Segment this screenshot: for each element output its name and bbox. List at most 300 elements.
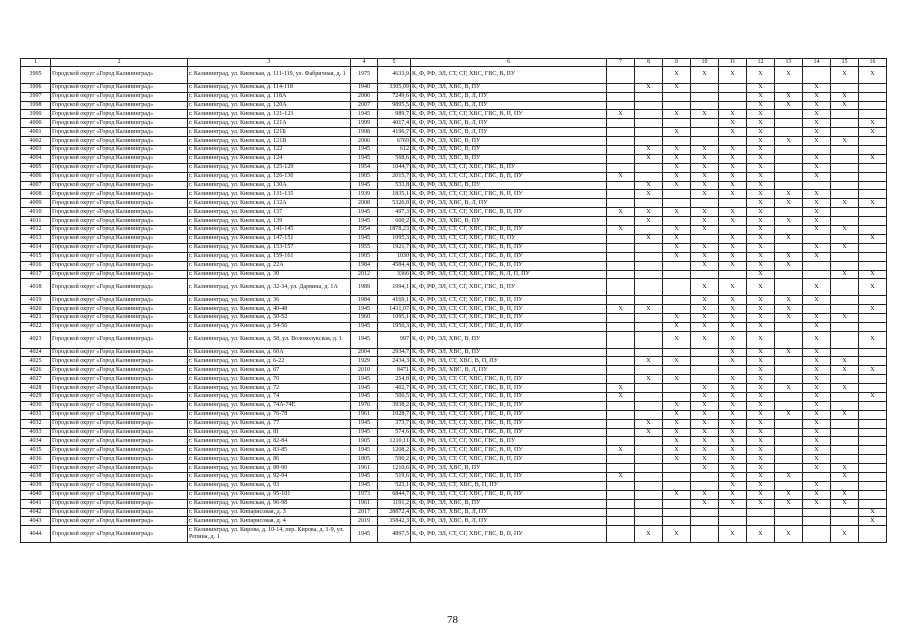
row-number-cell: 4036 [21, 455, 51, 464]
mark-cell: X [719, 331, 747, 348]
mark-cell [775, 428, 803, 437]
table-row [21, 181, 887, 190]
mark-cell: X [607, 384, 635, 393]
mark-cell [607, 410, 635, 419]
mark-cell: X [719, 437, 747, 446]
mark-cell [663, 217, 691, 226]
row-number-cell: 4009 [21, 199, 51, 208]
row-number-cell: 3998 [21, 101, 51, 110]
mark-cell: X [747, 208, 775, 217]
municipality-cell: Городской округ «Город Калининград» [51, 119, 188, 128]
area-cell: 402,7 [378, 384, 411, 393]
mark-cell [691, 199, 719, 208]
mark-cell: X [719, 313, 747, 322]
work-types-cell: К, Ф, РФ, ЭЛ, ХВС, В, Л, ПУ [411, 119, 607, 128]
mark-cell [663, 473, 691, 482]
mark-cell [635, 366, 663, 375]
mark-cell [607, 490, 635, 499]
mark-cell [691, 375, 719, 384]
mark-cell [691, 473, 719, 482]
municipality-cell: Городской округ «Город Калининград» [51, 313, 188, 322]
work-types-cell: К, Ф, РФ, ЭЛ, СТ, СГ, ХВС, ГВС, В, Л, П, ПУ [411, 270, 607, 279]
mark-cell [663, 190, 691, 199]
mark-cell [859, 481, 887, 490]
mark-cell: X [691, 252, 719, 261]
mark-cell: X [775, 261, 803, 270]
column-number-cell: 11 [719, 59, 747, 67]
row-number-cell: 4033 [21, 428, 51, 437]
mark-cell: X [803, 252, 831, 261]
mark-cell: X [859, 331, 887, 348]
municipality-cell: Городской округ «Город Калининград» [51, 322, 188, 331]
area-cell: 2934,7 [378, 348, 411, 357]
area-cell: 3366 [378, 270, 411, 279]
mark-cell [607, 199, 635, 208]
mark-cell [719, 83, 747, 92]
mark-cell: X [775, 526, 803, 543]
table-row [21, 261, 887, 270]
area-cell: 35842,3 [378, 517, 411, 526]
year-cell: 1975 [351, 67, 378, 84]
mark-cell: X [607, 305, 635, 314]
table-body [21, 59, 887, 543]
mark-cell [859, 83, 887, 92]
row-number-cell: 4022 [21, 322, 51, 331]
row-number-cell: 4020 [21, 305, 51, 314]
address-cell: г. Калининград, ул. Киевская, д. 137 [188, 208, 351, 217]
mark-cell [663, 517, 691, 526]
address-cell: г. Калининград, ул. Киевская, д. 141-145 [188, 226, 351, 235]
mark-cell: X [719, 154, 747, 163]
mark-cell [831, 401, 859, 410]
municipality-cell: Городской округ «Город Калининград» [51, 296, 188, 305]
row-number-cell: 4023 [21, 331, 51, 348]
row-number-cell: 4006 [21, 172, 51, 181]
work-types-cell: К, Ф, РФ, ЭЛ, ХВС, В, Л, ПУ [411, 92, 607, 101]
mark-cell [747, 517, 775, 526]
table-row [21, 137, 887, 146]
row-number-cell: 4041 [21, 499, 51, 508]
mark-cell [607, 92, 635, 101]
row-number-cell: 4032 [21, 419, 51, 428]
address-cell: г. Калининград, ул. Киевская, д. 124 [188, 154, 351, 163]
table-row [21, 208, 887, 217]
mark-cell [831, 234, 859, 243]
mark-cell: X [663, 128, 691, 137]
municipality-cell: Городской округ «Город Калининград» [51, 261, 188, 270]
year-cell: 1961 [351, 410, 378, 419]
mark-cell: X [747, 481, 775, 490]
year-cell: 1945 [351, 375, 378, 384]
mark-cell: X [747, 305, 775, 314]
mark-cell [635, 137, 663, 146]
mark-cell: X [747, 172, 775, 181]
mark-cell: X [747, 464, 775, 473]
municipality-cell: Городской округ «Город Калининград» [51, 464, 188, 473]
mark-cell [775, 110, 803, 119]
mark-cell [803, 261, 831, 270]
year-cell: 1945 [351, 331, 378, 348]
mark-cell: X [691, 279, 719, 296]
mark-cell: X [747, 119, 775, 128]
row-number-cell: 4013 [21, 234, 51, 243]
mark-cell: X [775, 101, 803, 110]
municipality-cell: Городской округ «Город Калининград» [51, 305, 188, 314]
mark-cell [719, 270, 747, 279]
mark-cell: X [691, 499, 719, 508]
mark-cell [663, 348, 691, 357]
mark-cell: X [859, 393, 887, 402]
mark-cell: X [831, 499, 859, 508]
mark-cell: X [663, 110, 691, 119]
mark-cell [859, 428, 887, 437]
address-cell: г. Калининград, ул. Киевская, д. 93 [188, 481, 351, 490]
mark-cell: X [775, 199, 803, 208]
table-row [21, 517, 887, 526]
address-cell: г. Калининград, ул. Киевская, д. 22А [188, 261, 351, 270]
mark-cell: X [831, 490, 859, 499]
work-types-cell: К, Ф, РФ, ЭЛ, СТ, СГ, ХВС, ГВС, В, П, ПУ [411, 490, 607, 499]
year-cell: 1945 [351, 526, 378, 543]
mark-cell: X [747, 146, 775, 155]
work-types-cell: К, Ф, РФ, ЭЛ, ХВС, В, Л, ПУ [411, 101, 607, 110]
work-types-cell: К, Ф, РФ, ЭЛ, СТ, СГ, ХВС, ГВС, В, П, ПУ [411, 172, 607, 181]
mark-cell: X [747, 243, 775, 252]
mark-cell: X [747, 348, 775, 357]
municipality-cell: Городской округ «Город Калининград» [51, 128, 188, 137]
year-cell: 1961 [351, 499, 378, 508]
mark-cell [775, 464, 803, 473]
municipality-cell: Городской округ «Город Калининград» [51, 446, 188, 455]
mark-cell: X [803, 154, 831, 163]
mark-cell: X [775, 92, 803, 101]
municipality-cell: Городской округ «Город Калининград» [51, 526, 188, 543]
area-cell: 1208,2 [378, 446, 411, 455]
mark-cell [831, 305, 859, 314]
mark-cell: X [831, 464, 859, 473]
mark-cell: X [803, 199, 831, 208]
table-row [21, 190, 887, 199]
mark-cell [663, 279, 691, 296]
mark-cell [775, 481, 803, 490]
address-cell: г. Калининград, ул. Киевская, д. 74 [188, 393, 351, 402]
mark-cell [663, 508, 691, 517]
mark-cell: X [747, 163, 775, 172]
mark-cell [831, 208, 859, 217]
row-number-cell: 4031 [21, 410, 51, 419]
mark-cell: X [803, 490, 831, 499]
mark-cell: X [803, 481, 831, 490]
mark-cell: X [719, 190, 747, 199]
mark-cell: X [747, 499, 775, 508]
mark-cell [719, 508, 747, 517]
mark-cell [859, 137, 887, 146]
mark-cell: X [747, 226, 775, 235]
year-cell: 2007 [351, 101, 378, 110]
mark-cell: X [607, 172, 635, 181]
work-types-cell: К, Ф, РФ, ЭЛ, СТ, СГ, ХВС, ГВС, В, ПУ [411, 437, 607, 446]
table-row [21, 110, 887, 119]
address-cell: г. Калининград, ул. Кирова, д. 10-14, пер. Кирова, д. 1-9, ул. Репина, д. 1 [188, 526, 351, 543]
mark-cell: X [775, 137, 803, 146]
mark-cell: X [803, 393, 831, 402]
mark-cell: X [803, 226, 831, 235]
mark-cell: X [691, 393, 719, 402]
address-cell: г. Калининград, ул. Киевская, д. 30 [188, 270, 351, 279]
work-types-cell: К, Ф, РФ, ЭЛ, СТ, СГ, ХВС, ГВС, В, П, ПУ [411, 401, 607, 410]
row-number-cell: 4027 [21, 375, 51, 384]
mark-cell [775, 375, 803, 384]
column-number-cell: 12 [747, 59, 775, 67]
year-cell: 2006 [351, 92, 378, 101]
mark-cell: X [719, 499, 747, 508]
area-cell: 4169,1 [378, 296, 411, 305]
mark-cell: X [803, 163, 831, 172]
mark-cell: X [663, 419, 691, 428]
table-row [21, 217, 887, 226]
mark-cell: X [803, 437, 831, 446]
mark-cell [635, 401, 663, 410]
work-types-cell: К, Ф, РФ, ЭЛ, СТ, СГ, ХВС, ГВС, В, П, ПУ [411, 446, 607, 455]
mark-cell: X [663, 313, 691, 322]
area-cell: 1028,7 [378, 410, 411, 419]
year-cell: 2006 [351, 137, 378, 146]
address-cell: г. Калининград, ул. Киевская, д. 54-56 [188, 322, 351, 331]
mark-cell [663, 305, 691, 314]
mark-cell [859, 526, 887, 543]
year-cell: 1973 [351, 490, 378, 499]
mark-cell [859, 172, 887, 181]
mark-cell [831, 279, 859, 296]
mark-cell [635, 199, 663, 208]
table-row [21, 146, 887, 155]
address-cell: г. Калининград, ул. Киевская, д. 122 [188, 146, 351, 155]
mark-cell: X [803, 296, 831, 305]
row-number-cell: 4007 [21, 181, 51, 190]
mark-cell: X [803, 366, 831, 375]
work-types-cell: К, Ф, РФ, ЭЛ, ХВС, В, ПУ [411, 181, 607, 190]
work-types-cell: К, Ф, РФ, ЭЛ, СТ, СГ, ХВС, ГВС, В, ПУ [411, 67, 607, 84]
mark-cell [663, 119, 691, 128]
work-types-cell: К, Ф, РФ, ЭЛ, ХВС, В, Л, ПУ [411, 517, 607, 526]
mark-cell: X [831, 101, 859, 110]
work-types-cell: К, Ф, РФ, ЭЛ, ХВС, В, ПУ [411, 348, 607, 357]
mark-cell: X [775, 252, 803, 261]
mark-cell: X [663, 331, 691, 348]
mark-cell [719, 226, 747, 235]
mark-cell: X [803, 101, 831, 110]
mark-cell: X [831, 67, 859, 84]
year-cell: 2004 [351, 348, 378, 357]
mark-cell [607, 419, 635, 428]
mark-cell: X [635, 234, 663, 243]
mark-cell: X [859, 270, 887, 279]
mark-cell [691, 348, 719, 357]
mark-cell [859, 455, 887, 464]
mark-cell: X [719, 490, 747, 499]
mark-cell: X [747, 393, 775, 402]
mark-cell: X [663, 163, 691, 172]
mark-cell: X [663, 154, 691, 163]
year-cell: 1945 [351, 393, 378, 402]
address-cell: г. Калининград, ул. Киевская, д. 114-118 [188, 83, 351, 92]
table-row [21, 226, 887, 235]
year-cell: 1955 [351, 243, 378, 252]
row-number-cell: 4011 [21, 217, 51, 226]
area-cell: 9895,5 [378, 101, 411, 110]
year-cell: 1929 [351, 357, 378, 366]
mark-cell: X [831, 357, 859, 366]
address-cell: г. Калининград, ул. Киевская, д. 95-101 [188, 490, 351, 499]
area-cell: 6844,7 [378, 490, 411, 499]
mark-cell: X [775, 217, 803, 226]
mark-cell [831, 110, 859, 119]
mark-cell: X [691, 331, 719, 348]
mark-cell [859, 101, 887, 110]
mark-cell [635, 455, 663, 464]
mark-cell [775, 401, 803, 410]
mark-cell: X [719, 243, 747, 252]
table-row [21, 384, 887, 393]
year-cell: 1945 [351, 305, 378, 314]
mark-cell [859, 473, 887, 482]
mark-cell [635, 67, 663, 84]
mark-cell [635, 446, 663, 455]
row-number-cell: 3995 [21, 67, 51, 84]
mark-cell: X [831, 270, 859, 279]
mark-cell: X [663, 172, 691, 181]
municipality-cell: Городской округ «Город Калининград» [51, 190, 188, 199]
municipality-cell: Городской округ «Город Калининград» [51, 146, 188, 155]
mark-cell: X [803, 190, 831, 199]
page-number: 78 [447, 614, 458, 626]
mark-cell: X [719, 401, 747, 410]
mark-cell [803, 526, 831, 543]
mark-cell: X [719, 119, 747, 128]
work-types-cell: К, Ф, РФ, ЭЛ, СТ, СГ, ХВС, ГВС, В, П, ПУ [411, 428, 607, 437]
mark-cell [831, 261, 859, 270]
mark-cell: X [719, 322, 747, 331]
mark-cell: X [663, 375, 691, 384]
mark-cell: X [803, 428, 831, 437]
mark-cell: X [859, 305, 887, 314]
municipality-cell: Городской округ «Город Калининград» [51, 163, 188, 172]
row-number-cell: 4004 [21, 154, 51, 163]
column-number-cell: 2 [51, 59, 188, 67]
mark-cell: X [663, 446, 691, 455]
year-cell: 1945 [351, 154, 378, 163]
address-cell: г. Калининград, ул. Киевская, д. 32-34, ул. Дарвина, д. 1А [188, 279, 351, 296]
mark-cell [635, 410, 663, 419]
column-number-cell: 16 [859, 59, 887, 67]
column-number-cell: 8 [635, 59, 663, 67]
mark-cell: X [719, 526, 747, 543]
table-row [21, 252, 887, 261]
mark-cell: X [607, 226, 635, 235]
area-cell: 4897,5 [378, 526, 411, 543]
year-cell: 2019 [351, 517, 378, 526]
mark-cell [607, 217, 635, 226]
row-number-cell: 4010 [21, 208, 51, 217]
mark-cell: X [747, 473, 775, 482]
row-number-cell: 4008 [21, 190, 51, 199]
mark-cell: X [719, 481, 747, 490]
mark-cell [691, 357, 719, 366]
row-number-cell: 4038 [21, 473, 51, 482]
area-cell: 533,8 [378, 181, 411, 190]
mark-cell [859, 375, 887, 384]
mark-cell [691, 526, 719, 543]
row-number-cell: 4003 [21, 146, 51, 155]
table-row [21, 128, 887, 137]
table-row [21, 499, 887, 508]
mark-cell: X [719, 110, 747, 119]
mark-cell [663, 261, 691, 270]
mark-cell: X [803, 357, 831, 366]
area-cell: 523,1 [378, 481, 411, 490]
mark-cell [607, 137, 635, 146]
work-types-cell: К, Ф, РФ, ЭЛ, СТ, СГ, ХВС, ГВС, В, П, ПУ [411, 305, 607, 314]
mark-cell [663, 101, 691, 110]
mark-cell: X [691, 181, 719, 190]
mark-cell: X [747, 199, 775, 208]
municipality-cell: Городской округ «Город Калининград» [51, 217, 188, 226]
mark-cell [859, 446, 887, 455]
mark-cell [635, 490, 663, 499]
mark-cell [859, 261, 887, 270]
mark-cell: X [775, 348, 803, 357]
row-number-cell: 4029 [21, 393, 51, 402]
municipality-cell: Городской округ «Город Калининград» [51, 67, 188, 84]
mark-cell: X [803, 243, 831, 252]
mark-cell: X [747, 313, 775, 322]
mark-cell: X [775, 190, 803, 199]
mark-cell [859, 243, 887, 252]
mark-cell [607, 464, 635, 473]
mark-cell: X [719, 181, 747, 190]
year-cell: 1945 [351, 146, 378, 155]
mark-cell [719, 199, 747, 208]
work-types-cell: К, Ф, РФ, ЭЛ, ХВС, В, Л, ПУ [411, 366, 607, 375]
table-row [21, 357, 887, 366]
mark-cell [607, 348, 635, 357]
column-number-cell: 10 [691, 59, 719, 67]
mark-cell: X [803, 83, 831, 92]
work-types-cell: К, Ф, РФ, ЭЛ, СТ, СГ, ХВС, ГВС, В, П, ПУ [411, 226, 607, 235]
municipality-cell: Городской округ «Город Калининград» [51, 101, 188, 110]
mark-cell [859, 384, 887, 393]
area-cell: 7249,6 [378, 92, 411, 101]
mark-cell: X [747, 455, 775, 464]
municipality-cell: Городской округ «Город Калининград» [51, 181, 188, 190]
table-row [21, 119, 887, 128]
mark-cell [831, 517, 859, 526]
mark-cell [635, 499, 663, 508]
mark-cell [635, 517, 663, 526]
mark-cell: X [635, 208, 663, 217]
mark-cell [635, 261, 663, 270]
municipality-cell: Городской округ «Город Калининград» [51, 428, 188, 437]
address-cell: г. Калининград, ул. Киевская, д. 88-90 [188, 464, 351, 473]
table-row [21, 348, 887, 357]
mark-cell [831, 217, 859, 226]
municipality-cell: Городской округ «Город Калининград» [51, 172, 188, 181]
table-row [21, 375, 887, 384]
mark-cell [803, 517, 831, 526]
year-cell: 1945 [351, 110, 378, 119]
mark-cell: X [719, 384, 747, 393]
area-cell: 519,6 [378, 473, 411, 482]
